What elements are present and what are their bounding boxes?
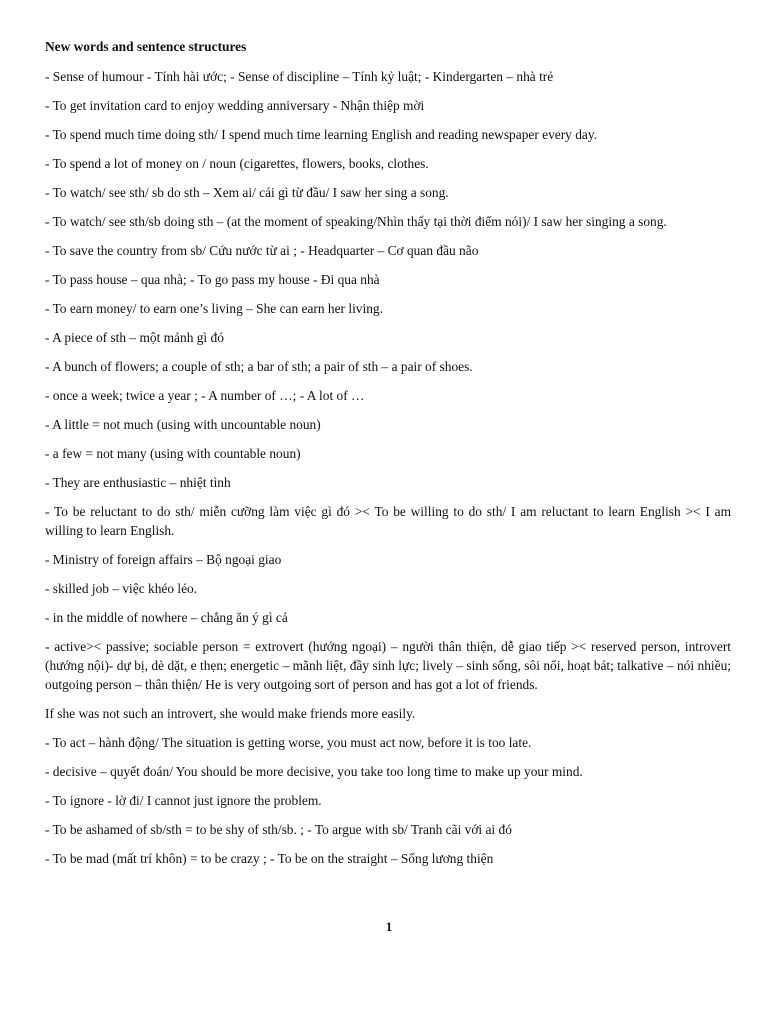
paragraph: - skilled job – việc khéo léo. <box>45 581 198 596</box>
paragraph: - To pass house – qua nhà; - To go pass my house - Đi qua nhà <box>45 272 380 287</box>
paragraph: - To get invitation card to enjoy wedding anniversary - Nhận thiệp mời <box>45 98 425 113</box>
paragraph: - To watch/ see sth/sb doing sth – (at the moment of speaking/Nhìn thấy tại thời điểm nói)/ I saw her singing a song. <box>45 214 667 229</box>
paragraph: - They are enthusiastic – nhiệt tình <box>45 475 231 490</box>
paragraph: - To spend a lot of money on / noun (cigarettes, flowers, books, clothes. <box>45 156 429 171</box>
paragraph: - To be ashamed of sb/sth = to be shy of sth/sb. ; - To argue with sb/ Tranh cãi với ai đó <box>45 822 512 837</box>
paragraph: - To ignore - lờ đi/ I cannot just ignore the problem. <box>45 793 322 808</box>
paragraph: - To spend much time doing sth/ I spend much time learning English and reading newspaper every day. <box>45 127 598 142</box>
paragraph: - A little = not much (using with uncountable noun) <box>45 417 321 432</box>
paragraph: - A piece of sth – một mảnh gì đó <box>45 330 224 345</box>
paragraph: - Ministry of foreign affairs – Bộ ngoại giao <box>45 552 282 567</box>
paragraph: - To be mad (mất trí khôn) = to be crazy ; - To be on the straight – Sống lương thiện <box>45 851 494 866</box>
paragraph: - decisive – quyết đoán/ You should be more decisive, you take too long time to make up your mind. <box>45 764 583 779</box>
paragraph: - To be reluctant to do sth/ miễn cưỡng làm việc gì đó >< To be willing to do sth/ I am reluctant to learn English >< I am willing to learn English. <box>45 504 731 538</box>
paragraph: - once a week; twice a year ; - A number of …; - A lot of … <box>45 388 365 403</box>
paragraph: - A bunch of flowers; a couple of sth; a bar of sth; a pair of sth – a pair of shoes. <box>45 359 473 374</box>
paragraph: - To watch/ see sth/ sb do sth – Xem ai/ cái gì từ đầu/ I saw her sing a song. <box>45 185 449 200</box>
paragraph: - Sense of humour - Tính hài ước; - Sense of discipline – Tính kỷ luật; - Kindergarten – nhà trẻ <box>45 69 554 84</box>
page-number: 1 <box>385 919 393 934</box>
paragraph: If she was not such an introvert, she would make friends more easily. <box>45 706 416 721</box>
paragraph: - To save the country from sb/ Cứu nước từ ai ; - Headquarter – Cơ quan đầu não <box>45 243 479 258</box>
document-body <box>45 38 731 878</box>
paragraph: - To act – hành động/ The situation is getting worse, you must act now, before it is too late. <box>45 735 532 750</box>
paragraph: - To earn money/ to earn one’s living – She can earn her living. <box>45 301 383 316</box>
paragraph: - active>< passive; sociable person = extrovert (hướng ngoại) – người thân thiện, dễ giao tiếp >< reserved person, introvert (hướng nội)- dự bị, dè dặt, e thẹn; energetic – mãnh liệt, đầy sinh lực; lively – sinh sống, sôi nổi, hoạt bát; talkative – nói nhiều; outgoing person – thân thiện/ He is very outgoing sort of person and has got a lot of friends. <box>45 639 731 692</box>
document-title: New words and sentence structures <box>45 39 247 54</box>
paragraph: - a few = not many (using with countable noun) <box>45 446 301 461</box>
paragraph: - in the middle of nowhere – chẳng ăn ý gì cả <box>45 610 288 625</box>
